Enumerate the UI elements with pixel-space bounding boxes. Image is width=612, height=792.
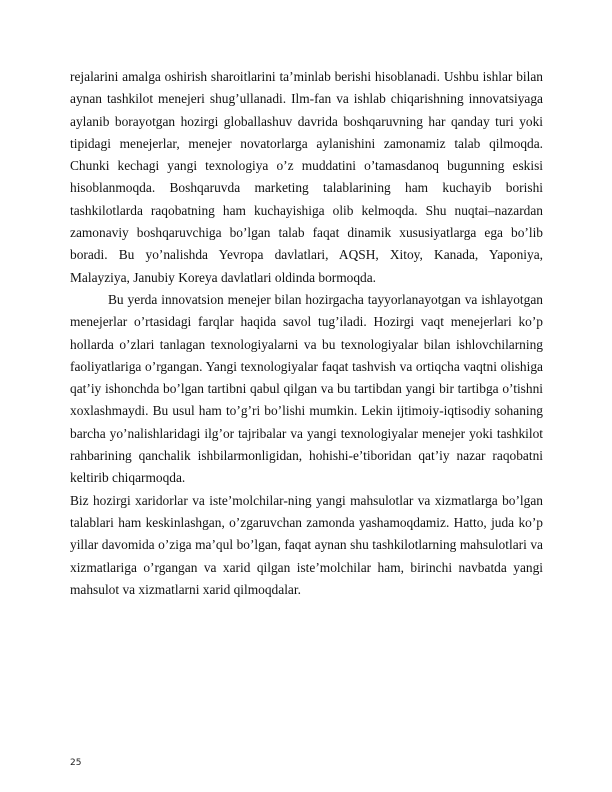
paragraph-3: Biz hozirgi xaridorlar va iste’molchilar-ning yangi mahsulotlar va xizmatlarga bo’lgan talablari ham keskinlashgan, o’zgaruvchan zamonda yashamoqdamiz. Hatto, juda ko’p yillar davomida o’ziga ma’qul bo’lgan, faqat aynan shu tashkilotlarning mahsulotlari va xizmatlariga o’rgangan va xarid qilgan iste’molchilar ham, birinchi navbatda yangi mahsulot va xizmatlarni xarid qilmoqdalar.: [70, 492, 543, 597]
paragraph-1: rejalarini amalga oshirish sharoitlarini ta’minlab berishi hisoblanadi. Ushbu ishlar bilan aynan tashkilot menejeri shug’ullanadi. Ilm-fan va ishlab chiqarishning innovatsiyaga aylanib borayotgan hozirgi globallashuv davrida boshqaruvning har qanday turi yoki tipidagi menejerlar, menejer novatorlarga aylanishini zamonamiz talab qilmoqda. Chunki kechagi yangi texnologiya o’z muddatini o’tamasdanoq bugunning eskisi hisoblanmoqda. Boshqaruvda marketing talablarining ham kuchayib borishi tashkilotlarda raqobatning ham kuchayishiga olib kelmoqda. Shu nuqtai–nazardan zamonaviy boshqaruvchiga bo’lgan talab faqat dinamik xususiyatlarga ega bo’lib boradi. Bu yo’nalishda Yevropa davlatlari, AQSH, Xitoy, Kanada, Yaponiya, Malayziya, Janubiy Koreya davlatlari oldinda bormoqda.: [70, 69, 543, 285]
page-number: 25: [70, 758, 82, 768]
document-body: [70, 66, 543, 601]
paragraph-2: Bu yerda innovatsion menejer bilan hozirgacha tayyorlanayotgan va ishlayotgan menejerlar o’rtasidagi farqlar haqida savol tug’iladi. Hozirgi vaqt menejerlari ko’p hollarda o’zlari tanlagan texnologiyalarni va bu texnologiyalar bilan ishlovchilarning faoliyatlariga o’rgangan. Yangi texnologiyalar faqat tashvish va ortiqcha vaqtni olishiga qat’iy ishonchda bo’lgan tartibni qabul qilgan va bu tartibdan yangi bir tartibga o’tishni xoxlashmaydi. Bu usul ham to’g’ri bo’lishi mumkin. Lekin ijtimoiy-iqtisodiy sohaning barcha yo’nalishlaridagi ilg’or tajribalar va yangi texnologiyalar menejer yoki tashkilot rahbarining qanchalik ishbilarmonligidan, hohishi-e’tiboridan qat’iy nazar raqobatni keltirib chiqarmoqda.: [70, 291, 543, 486]
